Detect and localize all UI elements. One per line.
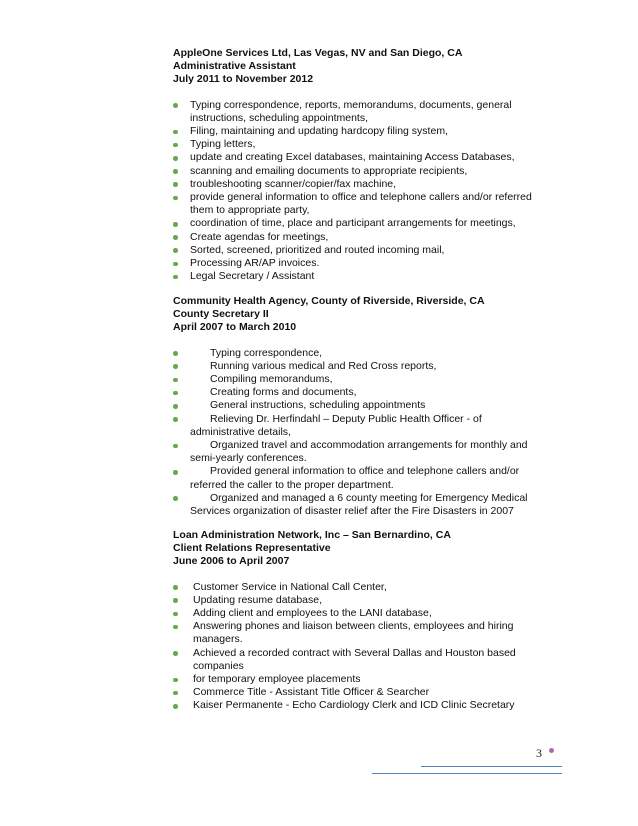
- list-item: Typing correspondence,: [173, 347, 543, 360]
- job-company: AppleOne Services Ltd, Las Vegas, NV and San Diego, CA: [173, 47, 463, 59]
- bullet-icon: [173, 470, 178, 475]
- job-duties-list: [173, 99, 543, 284]
- page-dot-icon: [549, 748, 554, 753]
- job-dates: July 2011 to November 2012: [173, 73, 314, 86]
- bullet-icon: [173, 275, 178, 280]
- list-item: Organized travel and accommodation arrangements for monthly and semi-yearly conferences.: [173, 439, 543, 465]
- list-item: Processing AR/AP invoices.: [173, 257, 543, 270]
- list-item: Organized and managed a 6 county meeting for Emergency Medical Services organization of disaster relief after the Fire Disasters in 2007: [173, 492, 543, 518]
- list-item: Achieved a recorded contract with Several Dallas and Houston based companies: [173, 647, 518, 673]
- bullet-icon: [173, 444, 178, 449]
- list-item: Compiling memorandums,: [173, 373, 543, 386]
- job-section-appleone: [173, 47, 543, 283]
- list-item: Running various medical and Red Cross reports,: [173, 360, 543, 373]
- job-company: Community Health Agency, County of Riverside, Riverside, CA: [173, 295, 485, 307]
- list-item: Provided general information to office and telephone callers and/or referred the caller to the proper department.: [173, 465, 543, 491]
- bullet-icon: [173, 196, 178, 201]
- bullet-icon: [173, 704, 178, 709]
- bullet-icon: [173, 235, 178, 240]
- list-item: Relieving Dr. Herfindahl – Deputy Public Health Officer - of administrative details,: [173, 413, 543, 439]
- list-item: Create agendas for meetings,: [173, 231, 543, 244]
- bullet-icon: [173, 103, 178, 108]
- bullet-icon: [173, 585, 178, 590]
- bullet-icon: [173, 351, 178, 356]
- bullet-icon: [173, 130, 178, 135]
- list-item: Customer Service in National Call Center,: [173, 581, 518, 594]
- job-section-loan-administration: [173, 529, 543, 713]
- job-company: Loan Administration Network, Inc – San Bernardino, CA: [173, 529, 451, 541]
- bullet-icon: [173, 169, 178, 174]
- bullet-icon: [173, 262, 178, 267]
- footer-rule: [421, 766, 562, 767]
- job-duties-list: [173, 347, 543, 519]
- bullet-icon: [173, 496, 178, 501]
- bullet-icon: [173, 678, 178, 683]
- bullet-icon: [173, 625, 178, 630]
- list-item: Adding client and employees to the LANI database,: [173, 607, 518, 620]
- bullet-icon: [173, 156, 178, 161]
- bullet-icon: [173, 182, 178, 187]
- bullet-icon: [173, 651, 178, 656]
- list-item: Creating forms and documents,: [173, 386, 543, 399]
- list-item: troubleshooting scanner/copier/fax machine,: [173, 178, 543, 191]
- bullet-icon: [173, 404, 178, 409]
- list-item: Sorted, screened, prioritized and routed incoming mail,: [173, 244, 543, 257]
- bullet-icon: [173, 248, 178, 253]
- bullet-icon: [173, 598, 178, 603]
- bullet-icon: [173, 143, 178, 148]
- list-item: Legal Secretary / Assistant: [173, 270, 543, 283]
- list-item: for temporary employee placements: [173, 673, 518, 686]
- list-item: Commerce Title - Assistant Title Officer & Searcher: [173, 686, 518, 699]
- bullet-icon: [173, 364, 178, 369]
- list-item: Filing, maintaining and updating hardcopy filing system,: [173, 125, 543, 138]
- list-item: coordination of time, place and participant arrangements for meetings,: [173, 217, 543, 230]
- job-section-community-health: [173, 295, 543, 518]
- job-title: County Secretary II: [173, 308, 269, 321]
- page-number: 3: [536, 746, 542, 760]
- list-item: Typing correspondence, reports, memorandums, documents, general instructions, scheduling appointments,: [173, 99, 543, 125]
- bullet-icon: [173, 391, 178, 396]
- bullet-icon: [173, 417, 178, 422]
- bullet-icon: [173, 378, 178, 383]
- bullet-icon: [173, 691, 178, 696]
- list-item: Typing letters,: [173, 138, 543, 151]
- job-duties-list: [173, 581, 518, 713]
- job-dates: June 2006 to April 2007: [173, 555, 290, 568]
- list-item: Updating resume database,: [173, 594, 518, 607]
- bullet-icon: [173, 612, 178, 617]
- list-item: provide general information to office and telephone callers and/or referred them to appropriate party,: [173, 191, 543, 217]
- list-item: Answering phones and liaison between clients, employees and hiring managers.: [173, 620, 518, 646]
- bullet-icon: [173, 222, 178, 227]
- list-item: Kaiser Permanente - Echo Cardiology Clerk and ICD Clinic Secretary: [173, 699, 518, 712]
- job-title: Client Relations Representative: [173, 542, 331, 555]
- job-dates: April 2007 to March 2010: [173, 321, 297, 334]
- job-title: Administrative Assistant: [173, 60, 296, 73]
- list-item: update and creating Excel databases, maintaining Access Databases,: [173, 151, 543, 164]
- list-item: scanning and emailing documents to appropriate recipients,: [173, 165, 543, 178]
- list-item: General instructions, scheduling appointments: [173, 399, 543, 412]
- footer-rule: [372, 773, 562, 774]
